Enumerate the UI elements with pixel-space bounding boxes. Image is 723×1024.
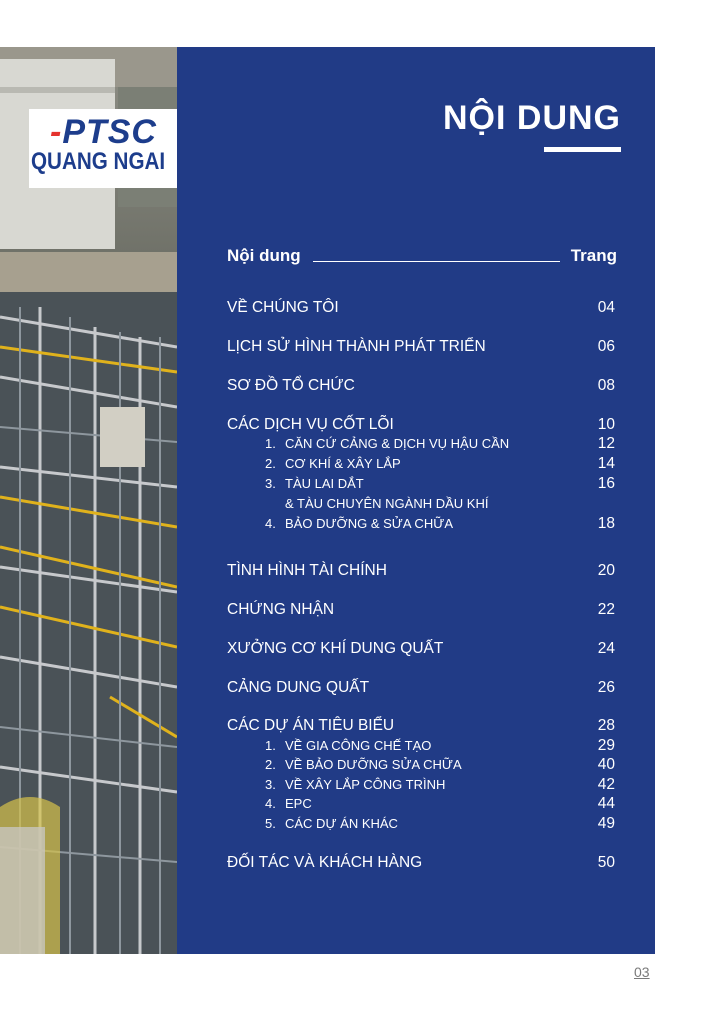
toc-item-label: CÁC DỊCH VỤ CỐT LÕI [227, 416, 394, 433]
toc-subitem[interactable] [265, 756, 462, 774]
toc-item-page: 08 [597, 377, 615, 394]
toc-subitem[interactable] [265, 737, 431, 755]
toc-subitem-number: 5. [265, 816, 276, 831]
toc-item-page: 28 [597, 717, 615, 734]
toc-item[interactable] [227, 415, 615, 435]
toc-subitem-number: 1. [265, 738, 276, 753]
toc-item-label: SƠ ĐỒ TỔ CHỨC [227, 377, 355, 394]
toc-subitem[interactable] [265, 435, 509, 453]
toc-item[interactable] [227, 853, 615, 873]
toc-item-label: LỊCH SỬ HÌNH THÀNH PHÁT TRIỂN [227, 338, 486, 355]
toc-item-page: 26 [597, 679, 615, 696]
contents-panel [177, 47, 655, 954]
toc-subitem[interactable] [265, 776, 445, 794]
toc-item-label: VỀ CHÚNG TÔI [227, 299, 339, 316]
toc-subitem-number: 3. [265, 476, 276, 491]
toc-subitem-page: 14 [597, 455, 615, 472]
toc-header-rule [313, 261, 560, 262]
toc-subitem[interactable] [265, 795, 312, 813]
toc-item-page: 20 [597, 562, 615, 579]
toc-subitem-page: 16 [597, 475, 615, 492]
toc-item[interactable] [227, 678, 615, 698]
toc-subitem-number: 4. [265, 796, 276, 811]
toc-item-label: CHỨNG NHẬN [227, 601, 335, 618]
toc-subitem-number: 2. [265, 757, 276, 772]
toc-item-page: 24 [597, 640, 615, 657]
toc-subitem-label: BẢO DƯỠNG & SỬA CHỮA [285, 516, 453, 531]
toc-subitem-number: 2. [265, 456, 276, 471]
toc-subitem-page: 49 [597, 815, 615, 832]
toc-subitem-page: 12 [597, 435, 615, 452]
toc-subitem-label: & TÀU CHUYÊN NGÀNH DẦU KHÍ [285, 496, 489, 511]
toc-item-page: 04 [597, 299, 615, 316]
toc-subitem[interactable] [265, 475, 364, 493]
title-underline [544, 147, 621, 152]
toc-item[interactable] [227, 716, 615, 736]
toc-item[interactable] [227, 376, 615, 396]
toc-item-label: CẢNG DUNG QUẤT [227, 679, 370, 696]
toc-subitem-number: 3. [265, 777, 276, 792]
toc-subitem-page: 29 [597, 737, 615, 754]
toc-subitem-label: VỀ XÂY LẮP CÔNG TRÌNH [285, 777, 446, 792]
toc-item-page: 22 [597, 601, 615, 618]
toc-item-page: 10 [597, 416, 615, 433]
toc-item[interactable] [227, 561, 615, 581]
toc-subitem[interactable] [265, 515, 453, 533]
logo-brand-bottom: QUANG NGAI [31, 148, 166, 175]
toc-subitem-label: TÀU LAI DẮT [285, 476, 364, 491]
toc-header-page-label: Trang [570, 246, 617, 265]
toc-subitem-label: CƠ KHÍ & XÂY LẮP [285, 456, 401, 471]
toc-item[interactable] [227, 298, 615, 318]
toc-subitem-continuation [285, 495, 488, 513]
toc-item-page: 06 [597, 338, 615, 355]
toc-item[interactable] [227, 600, 615, 620]
page-number: 03 [634, 964, 650, 980]
toc-item-label: ĐỐI TÁC VÀ KHÁCH HÀNG [227, 854, 423, 871]
toc-subitem-page: 42 [597, 776, 615, 793]
toc-item[interactable] [227, 337, 615, 357]
toc-subitem-label: CĂN CỨ CẢNG & DỊCH VỤ HẬU CẦN [285, 436, 510, 451]
toc-subitem-number: 1. [265, 436, 276, 451]
toc-subitem-label: VỀ GIA CÔNG CHẾ TẠO [285, 738, 432, 753]
toc-item[interactable] [227, 639, 615, 659]
toc-subitem-page: 18 [597, 515, 615, 532]
toc-item-label: XƯỞNG CƠ KHÍ DUNG QUẤT [227, 640, 444, 657]
toc-subitem[interactable] [265, 455, 401, 473]
toc-subitem-label: VỀ BẢO DƯỠNG SỬA CHỮA [285, 757, 462, 772]
toc-item-label: TÌNH HÌNH TÀI CHÍNH [227, 562, 387, 579]
toc-subitem-page: 40 [597, 756, 615, 773]
toc-item-label: CÁC DỰ ÁN TIÊU BIỂU [227, 717, 395, 734]
toc-header-label: Nội dung [227, 246, 301, 265]
toc-item-page: 50 [597, 854, 615, 871]
logo-brand-top: -PTSC [49, 113, 157, 151]
page-title: NỘI DUNG [443, 99, 621, 137]
toc-subitem-page: 44 [597, 795, 615, 812]
toc-subitem-label: CÁC DỰ ÁN KHÁC [285, 816, 398, 831]
toc-subitem-label: EPC [285, 796, 312, 811]
ptsc-logo [29, 109, 178, 188]
toc-subitem[interactable] [265, 815, 398, 833]
toc-subitem-number: 4. [265, 516, 276, 531]
